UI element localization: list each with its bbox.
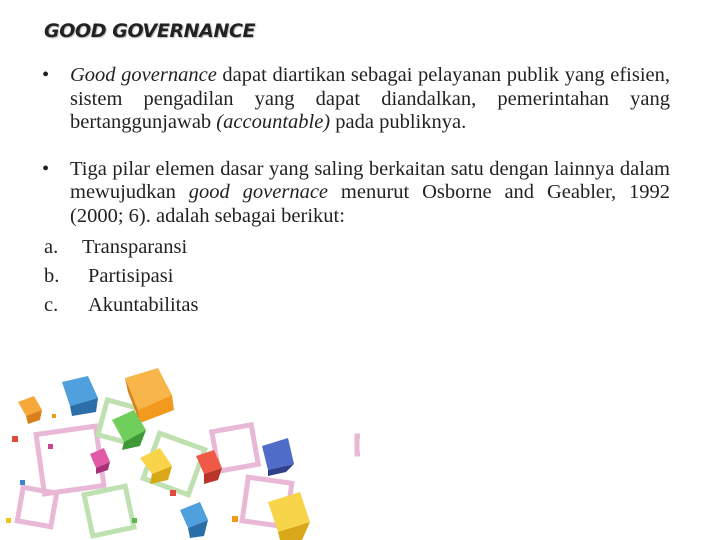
bullet-1-seg-3: (accountable) [216, 111, 331, 133]
list-marker: a. [44, 236, 59, 258]
list-item [30, 233, 670, 262]
purple-cube [262, 438, 294, 476]
bullet-2-seg-2: good governace [188, 181, 329, 203]
dot [12, 436, 18, 442]
list-item [30, 291, 670, 320]
bullet-dot: • [42, 157, 50, 180]
bottom-blue-cube [180, 502, 208, 538]
list-item [30, 262, 670, 291]
dot [48, 444, 53, 449]
outline-square [84, 486, 134, 536]
dot [52, 414, 56, 418]
outline-square [17, 487, 56, 526]
list-item-text: Akuntabilitas [88, 294, 199, 316]
dot [232, 516, 238, 522]
magenta-cube [90, 448, 110, 474]
small-orange-cube [18, 396, 42, 424]
list-item-text: Transparansi [82, 236, 188, 258]
dot [6, 518, 11, 523]
list-item-text: Partisipasi [88, 265, 174, 287]
bottom-yellow-cube [268, 492, 310, 540]
pillar-list [30, 233, 670, 320]
dot [132, 518, 137, 523]
decorative-cubes [0, 340, 360, 540]
bullet-1-seg-2: dapat diartikan sebagai pelayanan publik yang efisien, sistem pengadilan yang dapat diandalkan, pemerintahan yang bertanggunjawab [70, 64, 670, 133]
bullet-item [30, 64, 670, 135]
bullet-2-seg-1: Tiga pilar elemen dasar yang saling berkaitan satu dengan lainnya dalam mewujudkan [70, 157, 670, 203]
outline-square [357, 436, 360, 454]
bullet-2-seg-3: menurut Osborne and Geabler, 1992 (2000; 6). adalah sebagai berikut: [70, 181, 670, 227]
dot [170, 490, 176, 496]
bullet-1-seg-4: pada publiknya. [330, 111, 467, 133]
bullet-1-seg-1: Good governance [70, 64, 217, 86]
list-marker: c. [44, 294, 59, 316]
bullet-item [30, 158, 670, 229]
dot [20, 480, 25, 485]
blue-cube [62, 376, 98, 416]
list-marker: b. [44, 265, 60, 287]
bullet-dot: • [42, 64, 50, 86]
slide-content [30, 64, 670, 320]
slide-title: GOOD GOVERNANCE [44, 20, 256, 42]
bullet-text-good-governance [70, 64, 670, 133]
bullet-text-tiga-pilar [70, 158, 670, 227]
